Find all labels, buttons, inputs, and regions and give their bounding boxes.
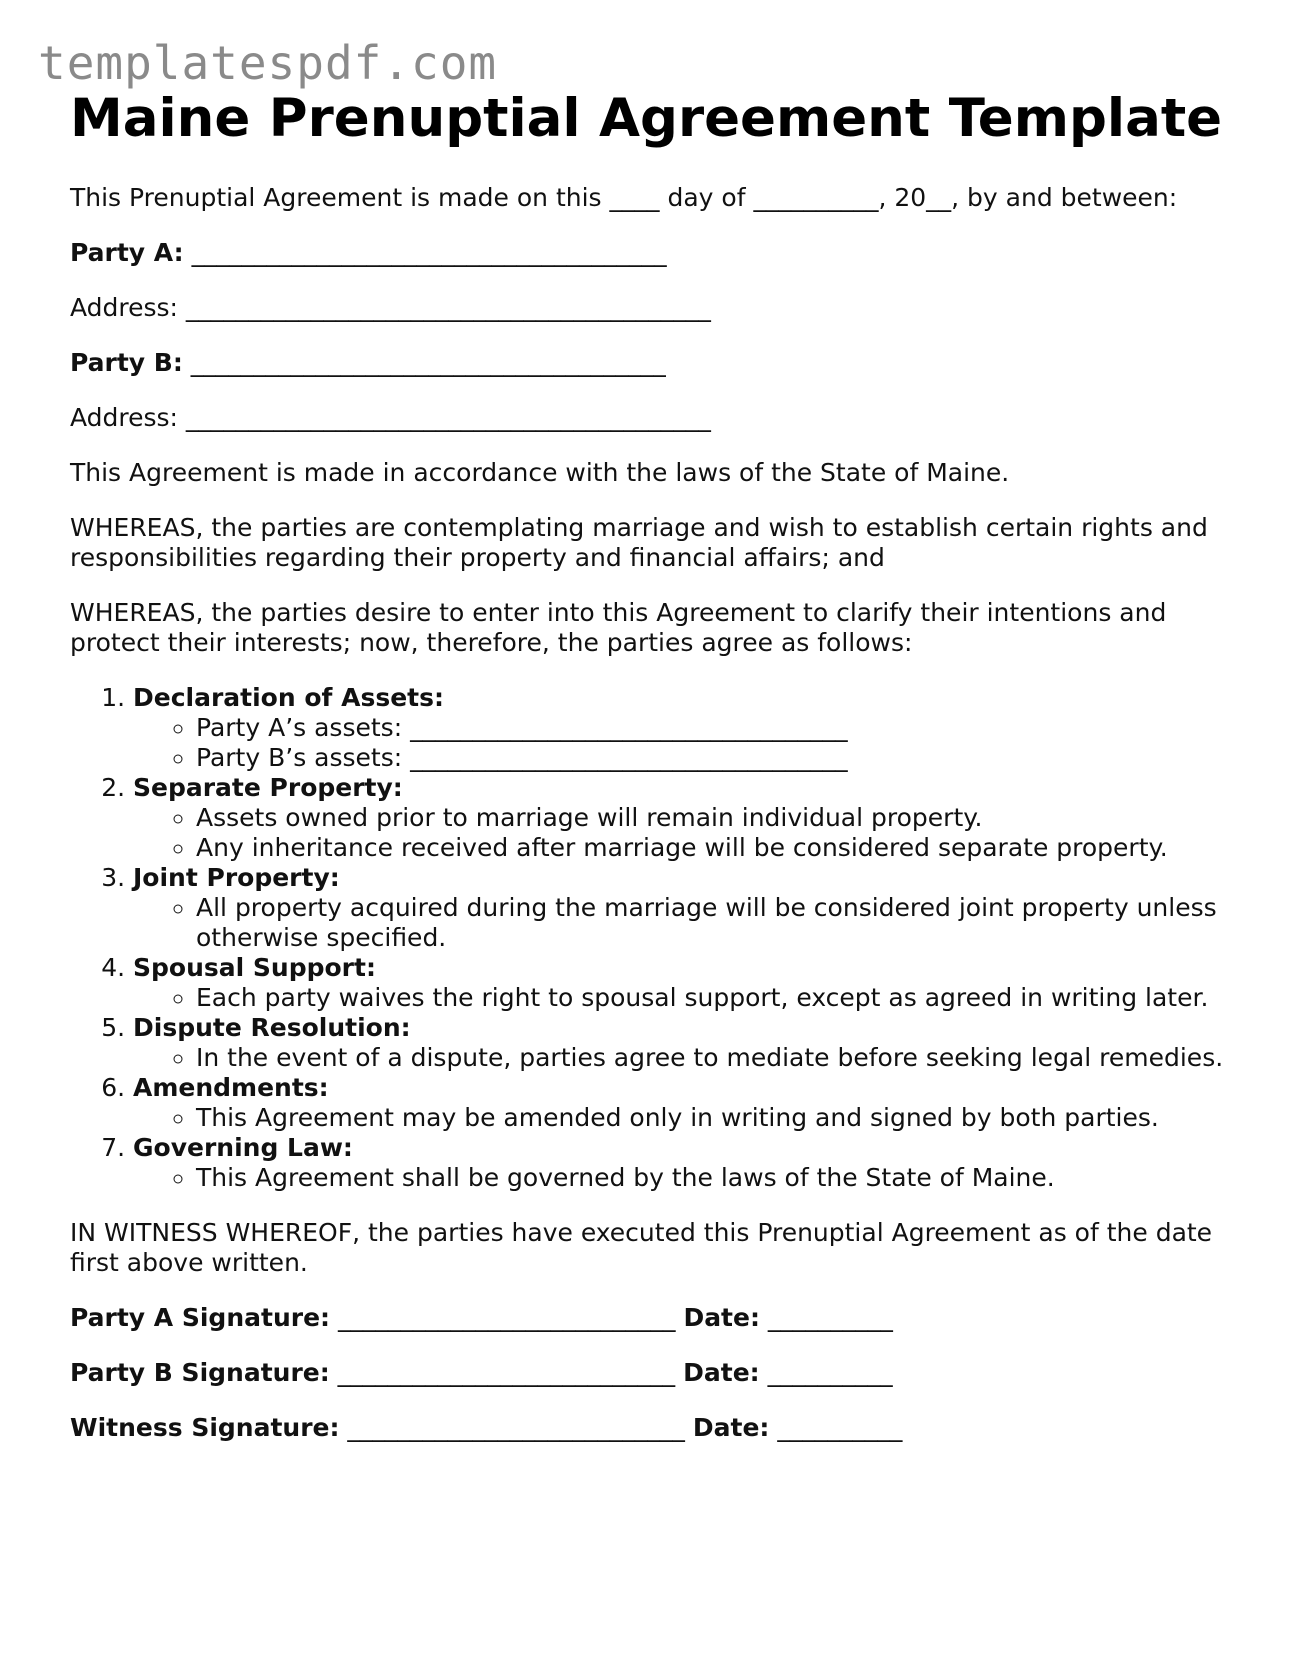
list-item: ◦ Assets owned prior to marriage will remain individual property. [196, 803, 1230, 833]
party-b-date-label: Date: [683, 1358, 760, 1387]
witness-signature-blank[interactable]: ___________________________ [339, 1413, 693, 1442]
witness-signature-label: Witness Signature: [70, 1413, 340, 1442]
section-dispute-resolution [133, 1013, 1230, 1073]
party-a-line [70, 238, 1230, 268]
section-items [133, 713, 1230, 773]
document-title: Maine Prenuptial Agreement Template [70, 88, 1223, 149]
party-a-date-label: Date: [683, 1303, 760, 1332]
party-a-address[interactable]: Address: __________________________________________ [70, 293, 711, 322]
party-a-label: Party A: [70, 238, 184, 267]
section-amendments [133, 1073, 1230, 1133]
section-heading: Governing Law: [133, 1133, 353, 1162]
witness-clause: IN WITNESS WHEREOF, the parties have executed this Prenuptial Agreement as of the date first above written. [70, 1218, 1213, 1277]
section-heading: Separate Property: [133, 773, 403, 802]
section-items [133, 803, 1230, 863]
list-item: ◦ Each party waives the right to spousal support, except as agreed in writing later. [196, 983, 1230, 1013]
intro-paragraph: This Prenuptial Agreement is made on this ____ day of __________, 20__, by and between: [70, 183, 1178, 212]
section-items [133, 1163, 1230, 1193]
agreement-sections [70, 683, 1230, 1193]
whereas-paragraph-1: WHEREAS, the parties are contemplating marriage and wish to establish certain rights and responsibilities regarding their property and financial affairs; and [70, 513, 1208, 572]
whereas-paragraph-2: WHEREAS, the parties desire to enter into this Agreement to clarify their intentions and protect their interests; now, therefore, the parties agree as follows: [70, 598, 1167, 657]
document-body [70, 183, 1230, 1468]
section-items [133, 1043, 1230, 1073]
section-items [133, 983, 1230, 1013]
party-a-signature-label: Party A Signature: [70, 1303, 331, 1332]
laws-statement: This Agreement is made in accordance with the laws of the State of Maine. [70, 458, 1010, 487]
party-b-address[interactable]: Address: __________________________________________ [70, 403, 711, 432]
list-item[interactable]: ◦ Party B’s assets: ___________________________________ [196, 743, 1230, 773]
party-b-blank[interactable]: ______________________________________ [182, 348, 666, 377]
party-a-signature-blank[interactable]: ___________________________ [330, 1303, 684, 1332]
section-heading: Dispute Resolution: [133, 1013, 411, 1042]
witness-signature-row [70, 1413, 1230, 1443]
party-a-date-blank[interactable]: __________ [759, 1303, 893, 1332]
section-heading: Amendments: [133, 1073, 329, 1102]
section-governing-law [133, 1133, 1230, 1193]
list-item[interactable]: ◦ Party A’s assets: ___________________________________ [196, 713, 1230, 743]
party-b-signature-row [70, 1358, 1230, 1388]
party-b-line [70, 348, 1230, 378]
witness-date-blank[interactable]: __________ [769, 1413, 903, 1442]
section-heading: Joint Property: [133, 863, 340, 892]
section-items [133, 893, 1230, 953]
list-item: ◦ This Agreement shall be governed by the laws of the State of Maine. [196, 1163, 1230, 1193]
section-declaration-of-assets [133, 683, 1230, 773]
party-b-date-blank[interactable]: __________ [759, 1358, 893, 1387]
list-item: ◦ Any inheritance received after marriage will be considered separate property. [196, 833, 1230, 863]
party-a-signature-row [70, 1303, 1230, 1333]
watermark: templatespdf.com [38, 36, 498, 90]
witness-date-label: Date: [692, 1413, 770, 1442]
party-b-label: Party B: [70, 348, 183, 377]
party-a-blank[interactable]: ______________________________________ [183, 238, 667, 267]
section-joint-property [133, 863, 1230, 953]
list-item: ◦ This Agreement may be amended only in writing and signed by both parties. [196, 1103, 1230, 1133]
section-spousal-support [133, 953, 1230, 1013]
section-items [133, 1103, 1230, 1133]
party-b-signature-blank[interactable]: ___________________________ [329, 1358, 684, 1387]
section-heading: Spousal Support: [133, 953, 376, 982]
list-item: ◦ In the event of a dispute, parties agree to mediate before seeking legal remedies. [196, 1043, 1230, 1073]
section-separate-property [133, 773, 1230, 863]
list-item: ◦ All property acquired during the marriage will be considered joint property unless otherwise specified. [196, 893, 1230, 953]
party-b-signature-label: Party B Signature: [70, 1358, 330, 1387]
section-heading: Declaration of Assets: [133, 683, 445, 712]
